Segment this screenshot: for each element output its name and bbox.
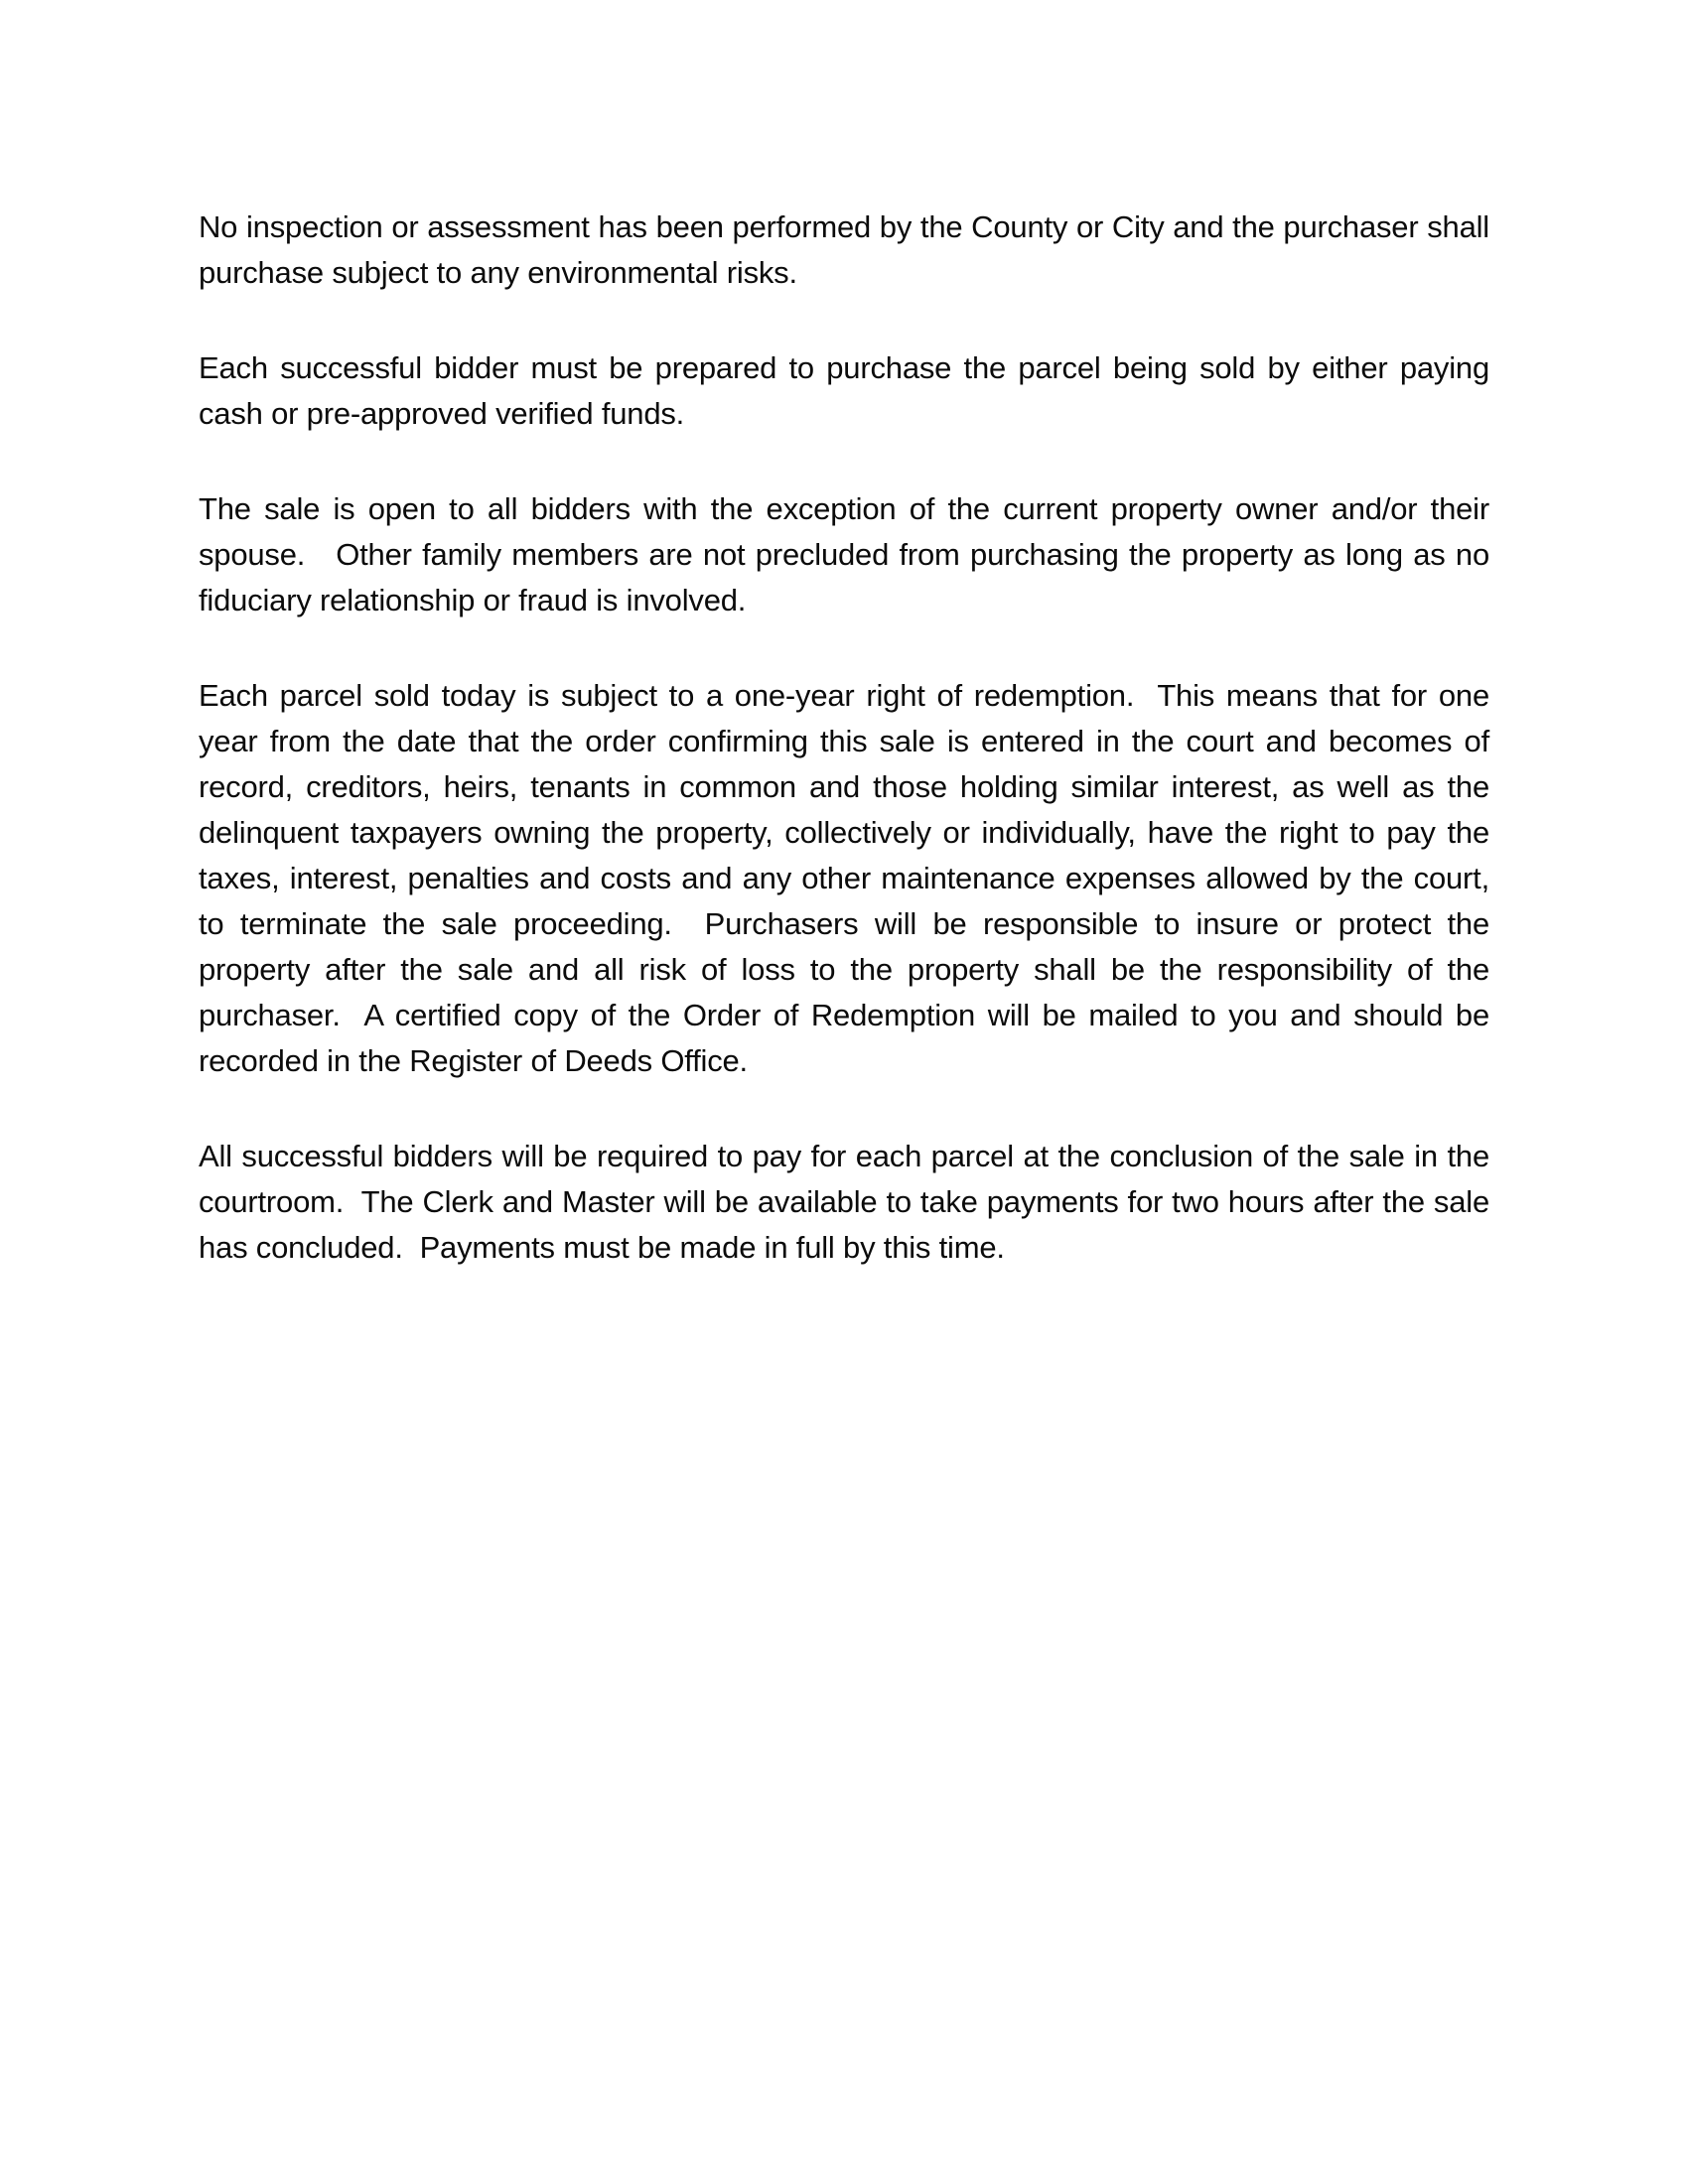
paragraph-sale-open-to-bidders: The sale is open to all bidders with the exception of the current property owner and/or their spouse. Other family members are not precluded from purchasing the property as long as no fiduciary relationship or fraud is involved. <box>199 491 1498 617</box>
paragraph-right-of-redemption: Each parcel sold today is subject to a one-year right of redemption. This means that for one year from the date that the order confirming this sale is entered in the court and becomes of record, creditors, heirs, tenants in common and those holding similar interest, as well as the delinquent taxpayers owning the property, collectively or individually, have the right to pay the taxes, interest, penalties and costs and any other maintenance expenses allowed by the court, to terminate the sale proceeding. Purchasers will be responsible to insure or protect the property after the sale and all risk of loss to the property shall be the responsibility of the purchaser. A certified copy of the Order of Redemption will be mailed to you and should be recorded in the Register of Deeds Office. <box>199 678 1498 1078</box>
paragraph-no-inspection: No inspection or assessment has been performed by the County or City and the purchaser shall purchase subject to any environmental risks. <box>199 209 1498 290</box>
document-text-block <box>199 205 1498 1320</box>
paragraph-successful-bidder-payment: Each successful bidder must be prepared to purchase the parcel being sold by either paying cash or pre-approved verified funds. <box>199 350 1498 431</box>
paragraph-payment-at-conclusion: All successful bidders will be required to pay for each parcel at the conclusion of the sale in the courtroom. The Clerk and Master will be available to take payments for two hours after the sale has concluded. Payments must be made in full by this time. <box>199 1139 1498 1265</box>
